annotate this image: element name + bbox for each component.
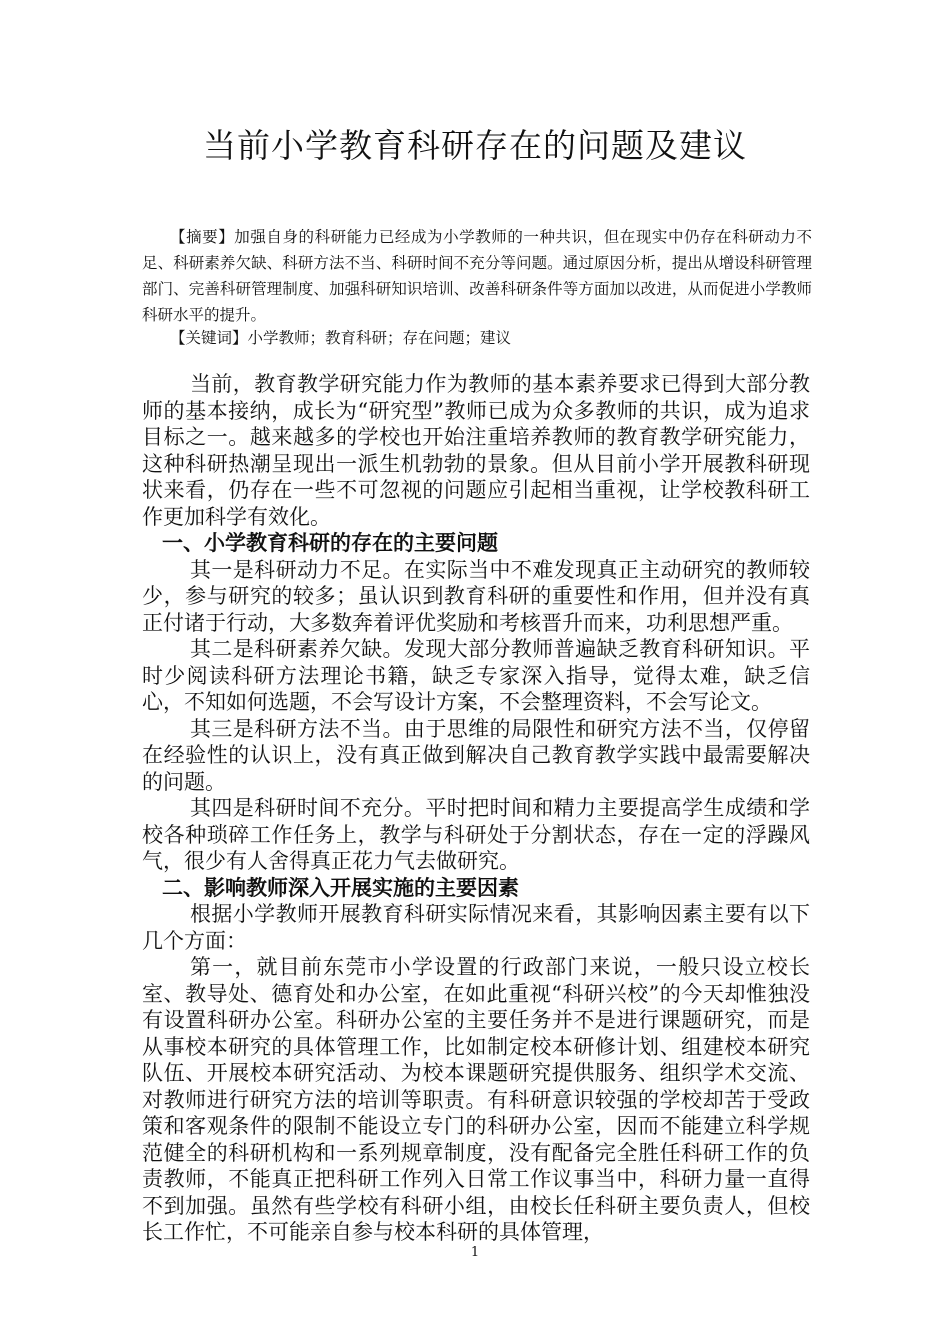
section-heading-2: 二、影响教师深入开展实施的主要因素 — [162, 875, 519, 900]
section-heading-1: 一、小学教育科研的存在的主要问题 — [162, 531, 498, 555]
paragraph: 其四是科研时间不充分。平时把时间和精力主要提高学生成绩和学校各种琐碎工作任务上，教学与科研处于分割状态，存在一定的浮躁风气，很少有人舍得真正花力气去做研究。 — [142, 796, 810, 873]
document-body — [142, 371, 810, 1246]
paragraph: 根据小学教师开展教育科研实际情况来看，其影响因素主要有以下几个方面： — [142, 902, 810, 953]
keywords-line: 【关键词】小学教师；教育科研；存在问题；建议 — [170, 329, 512, 347]
abstract-paragraph: 【摘要】加强自身的科研能力已经成为小学教师的一种共识，但在现实中仍存在科研动力不足、科研素养欠缺、科研方法不当、科研时间不充分等问题。通过原因分析，提出从增设科研管理部门、完善科研管理制度、加强科研知识培训、改善科研条件等方面加以改进，从而促进小学教师科研水平的提升。 — [142, 228, 812, 324]
paragraph: 第一，就目前东莞市小学设置的行政部门来说，一般只设立校长室、教导处、德育处和办公室，在如此重视“科研兴校”的今天却惟独没有设置科研办公室。科研办公室的主要任务并不是进行课题研究，而是从事校本研究的具体管理工作，比如制定校本研修计划、组建校本研究队伍、开展校本研究活动、为校本课题研究提供服务、组织学术交流、对教师进行研究方法的培训等职责。有科研意识较强的学校却苦于受政策和客观条件的限制不能设立专门的科研办公室，因而不能建立科学规范健全的科研机构和一系列规章制度，没有配备完全胜任科研工作的负责教师，不能真正把科研工作列入日常工作议事当中，科研力量一直得不到加强。虽然有些学校有科研小组，由校长任科研主要负责人，但校长工作忙，不可能亲自参与校本科研的具体管理， — [142, 955, 810, 1244]
document-title: 当前小学教育科研存在的问题及建议 — [203, 126, 747, 165]
paragraph: 其三是科研方法不当。由于思维的局限性和研究方法不当，仅停留在经验性的认识上，没有真正做到解决自己教育教学实践中最需要解决的问题。 — [142, 716, 810, 794]
page-number: 1 — [470, 1245, 480, 1260]
paragraph: 其一是科研动力不足。在实际当中不难发现真正主动研究的教师较少，参与研究的较多；虽认识到教育科研的重要性和作用，但并没有真正付诸于行动，大多数奔着评优奖励和考核晋升而来，功利思想严重。 — [142, 557, 810, 635]
intro-paragraph: 当前，教育教学研究能力作为教师的基本素养要求已得到大部分教师的基本接纳，成长为“研究型”教师已成为众多教师的共识，成为追求目标之一。越来越多的学校也开始注重培养教师的教育教学研究能力，这种科研热潮呈现出一派生机勃勃的景象。但从目前小学开展教科研现状来看，仍存在一些不可忽视的问题应引起相当重视，让学校教科研工作更加科学有效化。 — [142, 372, 810, 529]
paragraph: 其二是科研素养欠缺。发现大部分教师普遍缺乏教育科研知识。平时少阅读科研方法理论书籍，缺乏专家深入指导，觉得太难，缺乏信心，不知如何选题，不会写设计方案，不会整理资料，不会写论文。 — [142, 637, 810, 714]
